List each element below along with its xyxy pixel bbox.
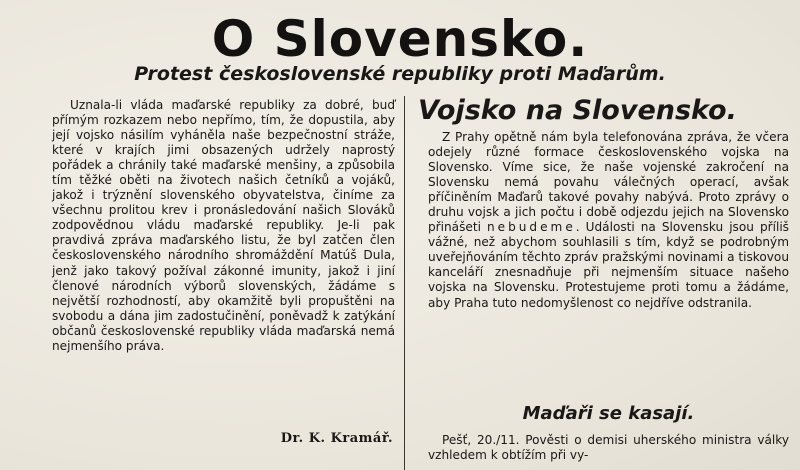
right-heading: Vojsko na Slovensko. bbox=[418, 95, 737, 126]
left-article-paragraph: Uznala-li vláda maďarské republiky za dobré, buď přímým rozkazem nebo nepřímo, tím, že dopustila, aby její vojsko násilím vyháněla naše bezpečnostní stráže, které v krajích jimi obsazených udržely naprostý pořádek a chránily také maďarské menšiny, a způsobila tím těžké oběti na životech našich četníků a vojáků, jakož i trýznění slovenského obyvatelstva, činíme za všechnu prolitou krev i pronásledování našich Slováků zodpovědnou vládu maďarské republiky. Je-li pak pravdivá zpráva maďarského listu, že byl zatčen člen československého národního shromáždění Matúš Dula, jenž jako takový požíval zákonné imunity, jakož i jiní členové národních výborů slovenských, žádáme s největší rozhodností, aby okamžitě byli propuštěni na svobodu a dána jim zadostučinění, poněvadž k zatýkání občanů československé republiky vláda maďarská nemá nejmenšího práva. bbox=[52, 98, 395, 353]
right-column bbox=[428, 130, 789, 311]
column-divider bbox=[404, 96, 405, 470]
left-column bbox=[52, 98, 395, 354]
right-paragraph-start: Z Prahy opětně nám byla telefonována zpráva, že včera odejely různé formace československého vojska na Slovensko. Víme sice, že naše vojenské zakročení na Slovensku nemá povahu válečných operací, avšak příčiněním Maďarů takové povahy nabývá. Proto zprávy o druhu vojsk a jich počtu i době odjezdu jejich na Slovensko přinášeti bbox=[428, 130, 789, 235]
headline: O Slovensko. bbox=[211, 10, 589, 68]
article-signature: Dr. K. Kramář. bbox=[280, 431, 393, 446]
right-column-second bbox=[428, 433, 789, 463]
right-subheading: Maďaři se kasají. bbox=[522, 403, 695, 424]
spaced-emphasis: nebudeme bbox=[486, 220, 576, 235]
second-article-paragraph: Pešť, 20./11. Pověsti o demisi uherského ministra války vzhledem k obtížím při vy- bbox=[428, 433, 789, 463]
right-paragraph-end: . Události na Slovensku jsou příliš vážné, než abychom souhlasili s tím, když se podrobným uveřejňováním těchto zpráv pražskými novinami a tiskovou kanceláří znesnadňuje při nejmenším situace našeho vojska na Slovensku. Protestujeme proti tomu a žádáme, aby Praha tuto nedomyšlenost co nejdříve odstranila. bbox=[428, 220, 789, 310]
right-article-paragraph bbox=[428, 130, 789, 311]
subheadline: Protest československé republiky proti Maďarům. bbox=[134, 63, 666, 85]
